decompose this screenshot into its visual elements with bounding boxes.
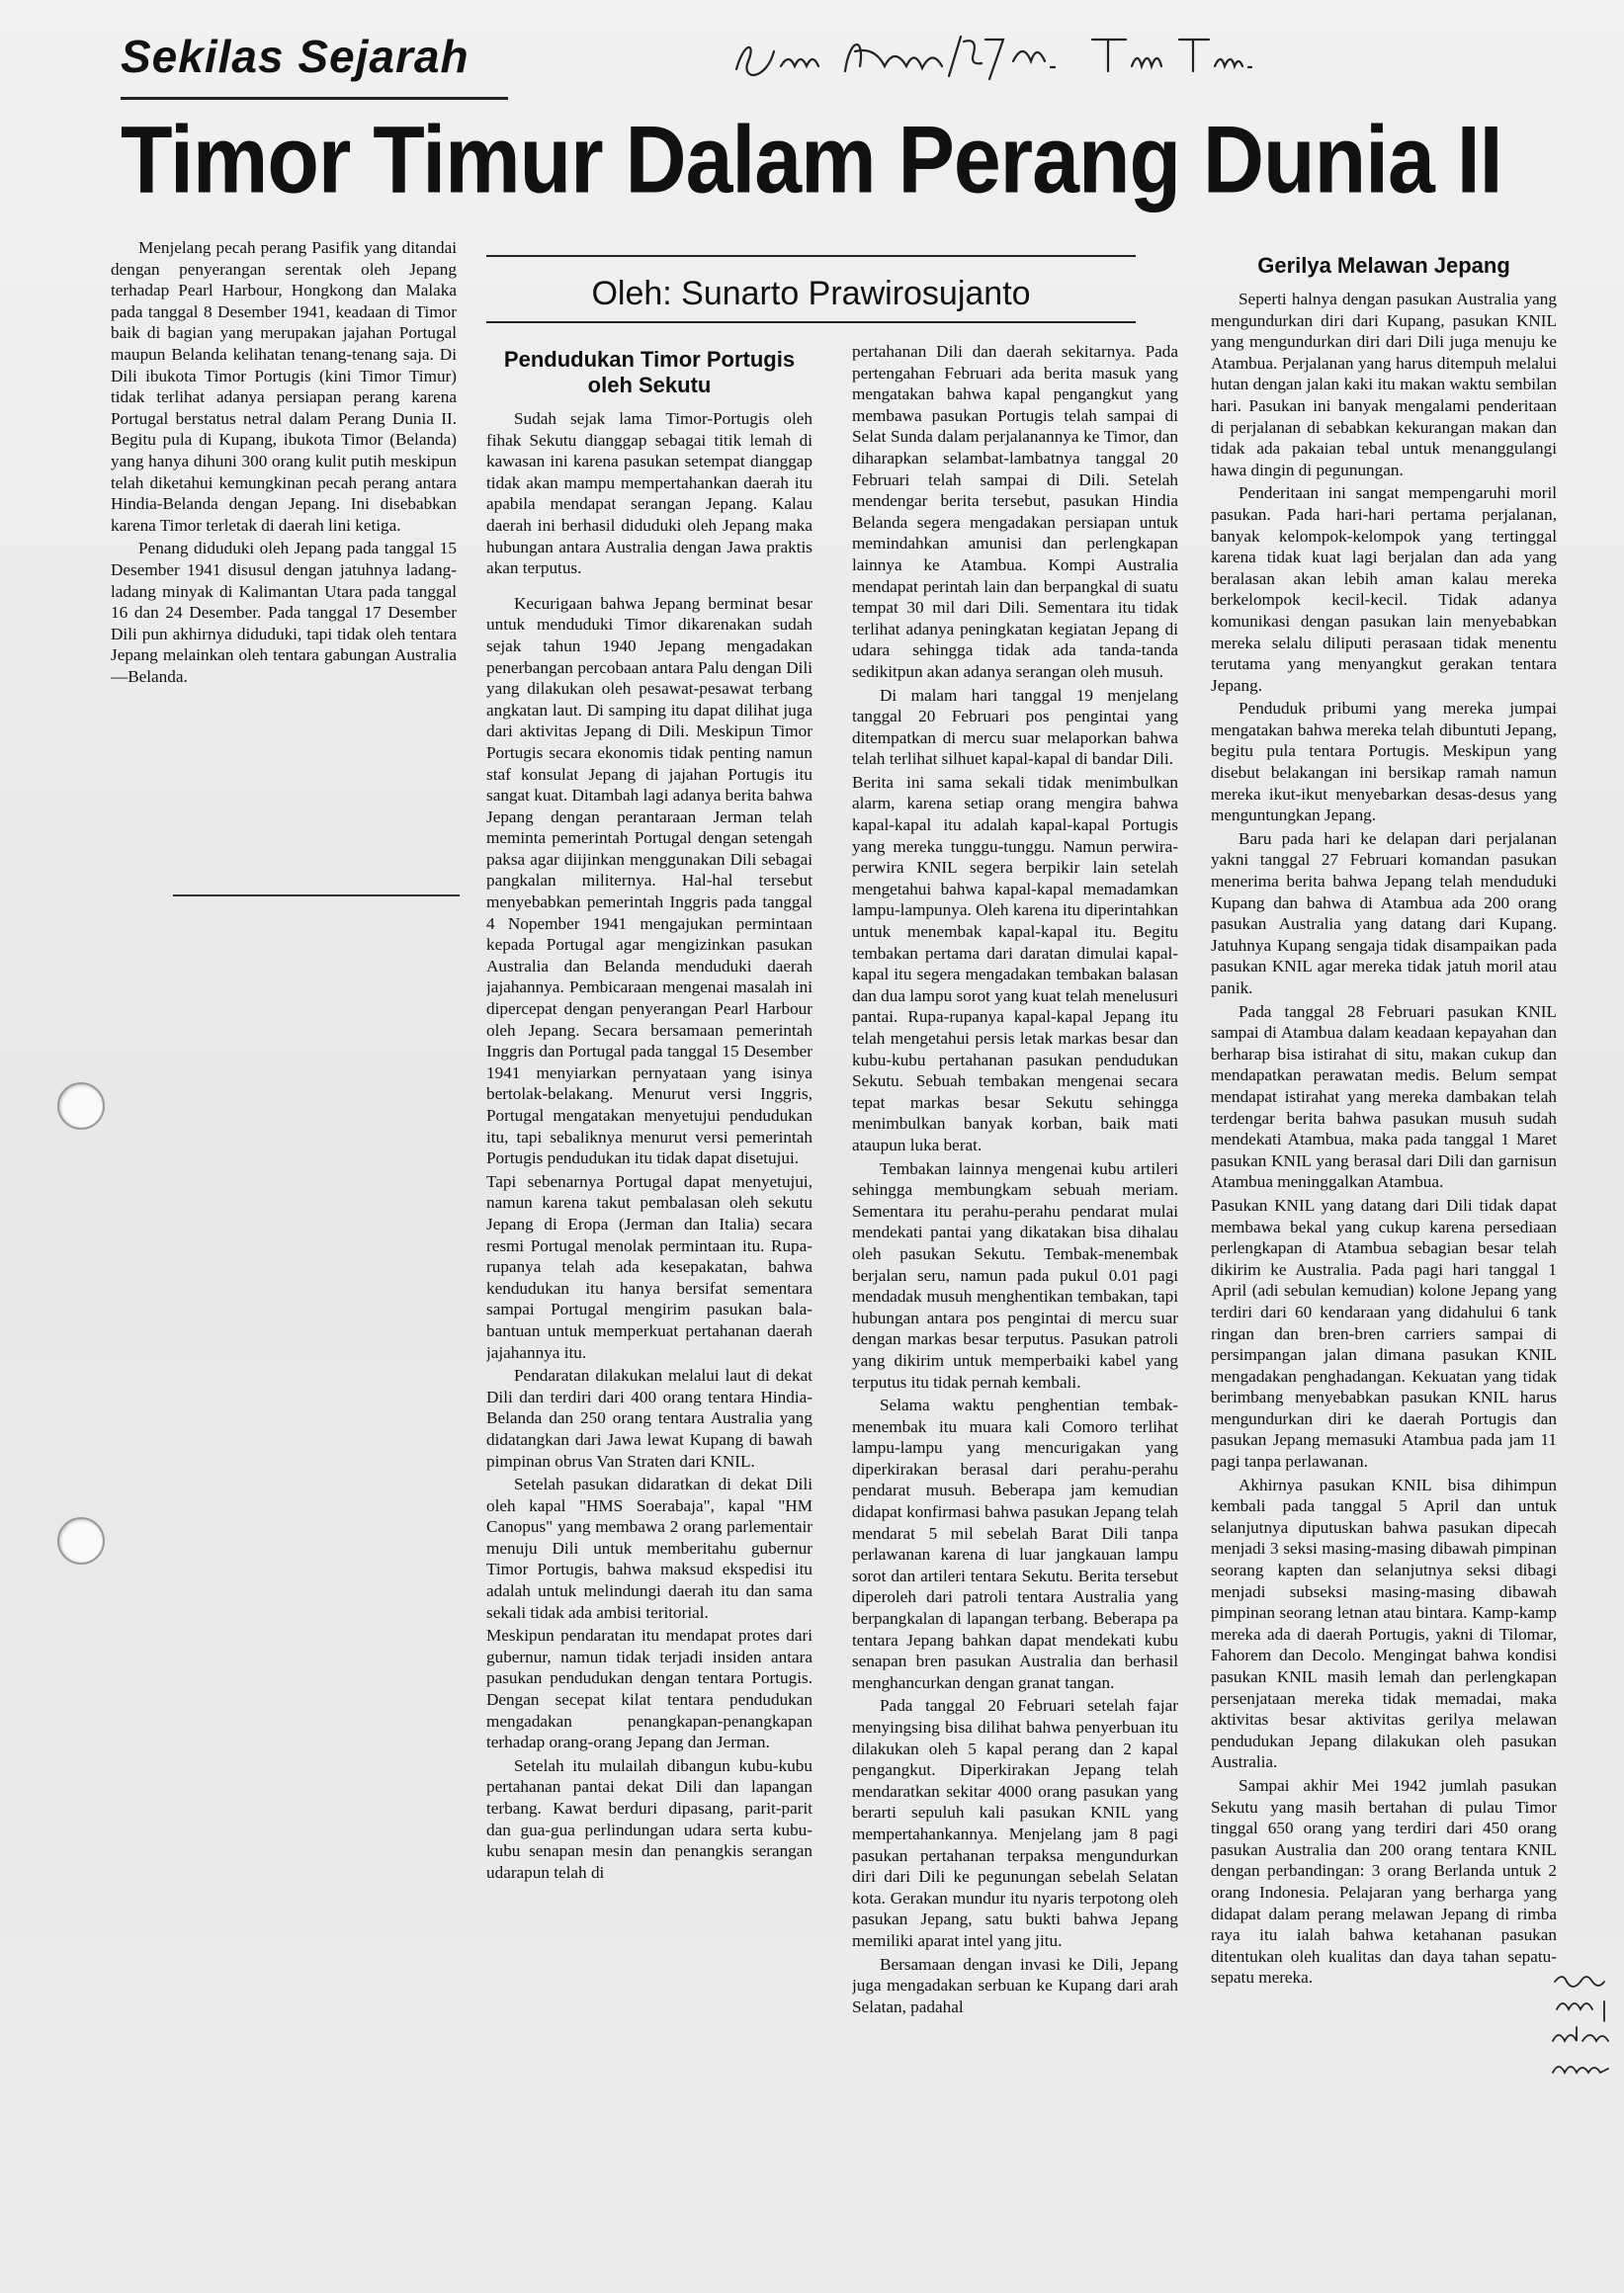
col4-paragraph: Baru pada hari ke delapan dari perjalanan yakni tanggal 27 Februari komandan pasukan menerima berita bahwa Jepang telah menduduki Kupang dan bahwa di Atambua ada 200 orang pasukan Australia yang datang dari Kupang. Jatuhnya Kupang sengaja tidak disampaikan pada pasukan KNIL agar mereka tidak jatuh moril atau panik. — [1211, 828, 1557, 997]
svg-text:Suara Karya 17/7/80. Tim Tim.: Suara Karya 17/7/80. Tim Tim. — [727, 89, 739, 90]
handwritten-margin-note — [1547, 1962, 1616, 2100]
column-1 — [111, 237, 457, 890]
column-3 — [852, 341, 1178, 2273]
col2-paragraph: Meskipun pendaratan itu mendapat protes dari gubernur, namun tidak terjadi insiden antara pasukan pendudukan dengan tentara Portugis. Dengan secepat kilat tentara pendudukan mengadakan penangkapan-penangkapan terhadap orang-orang Jepang dan Jerman. — [486, 1626, 812, 1752]
handwritten-note — [727, 22, 1260, 91]
col4-paragraph: Pada tanggal 28 Februari pasukan KNIL sampai di Atambua dalam keadaan kepayahan dan berharap bisa istirahat di situ, makan cukup dan mendapatkan perawatan medis. Belum sempat mendapat istirahat yang mereka dambakan telah terdengar berita bahwa pasukan musuh sudah mendekati Atambua, maka pada tanggal 1 Maret pasukan KNIL yang berasal dari Dili dan garnisun Atambua meninggalkan Atambua. — [1211, 1001, 1557, 1192]
byline: Oleh: Sunarto Prawirosujanto — [591, 275, 1031, 312]
col4-paragraph: Sampai akhir Mei 1942 jumlah pasukan Sekutu yang masih bertahan di pulau Timor tinggal 650 orang yang terdiri dari 450 orang pasukan Australia dan 200 orang tentara KNIL dengan perbandingan: 3 orang Berlanda untuk 2 orang Indonesia. Pelajaran yang berharga yang didapat dalam perang melawan Jepang di rimba raya itu ialah bahwa ketahanan pasukan ditentukan oleh kualitas dan daya tahan sepatu-sepatu mereka. — [1211, 1775, 1557, 1988]
headline: Timor Timur Dalam Perang Dunia II — [121, 107, 1502, 213]
section-rubric: Sekilas Sejarah — [121, 31, 470, 82]
col2-paragraph: Tapi sebenarnya Portugal dapat menyetujui, namun karena takut pembalasan oleh sekutu Jepang di Eropa (Jerman dan Italia) secara resmi Portugal menolak permintaan itu. Rupa-rupanya telah ada kesepakatan, bahwa kendudukan itu hanya bersifat sementara sampai Portugal mengirim pasukan bala-bantuan untuk memperkuat pertahanan daerah jajahannya itu. — [486, 1171, 812, 1362]
col1-paragraph: Menjelang pecah perang Pasifik yang ditandai dengan penyerangan serentak oleh Jepang terhadap Pearl Harbour, Hongkong dan Malaka pada tanggal 8 Desember 1941, keadaan di Timor baik di bagian yang merupakan jajahan Portugal maupun Belanda kelihatan tenang-tenang saja. Di Dili ibukota Timor Portugis (kini Timor Timur) tidak terlihat adanya persiapan perang karena Portugal berstatus netral dalam Perang Dunia II. Begitu pula di Kupang, ibukota Timor (Belanda) yang hanya dihuni 300 orang kulit putih meskipun telah diketahui kemungkinan pecah perang antara Hindia-Belanda dengan Jepang. Ini disebabkan karena Timor terletak di daerah lini ketiga. — [111, 238, 457, 535]
col3-paragraph: Berita ini sama sekali tidak menimbulkan alarm, karena setiap orang mengira bahwa kapal-kapal itu adalah kapal-kapal Portugis yang mereka tunggu-tunggu. Namun perwira-perwira KNIL segera berpikir lain setelah mengetahui bahwa kapal-kapal memadamkan lampu-lampunya. Oleh karena itu diperintahkan untuk menembak kapal-kapal itu. Begitu tembakan pertama dari daratan dimulai kapal-kapal itu segera mengadakan tembakan balasan dan dua lampu sorot yang kuat telah menelusuri pantai. Rupa-rupanya kapal-kapal Jepang itu telah mengetahui persis letak markas besar dan kubu-kubu pertahanan pasukan pendudukan Sekutu. Sebuah tembakan mengenai secara tepat markas besar Sekutu sehingga menimbulkan banyak korban, baik mati ataupun luka berat. — [852, 772, 1178, 1154]
col4-paragraph: Akhirnya pasukan KNIL bisa dihimpun kembali pada tanggal 5 April dan untuk selanjutnya diputuskan bahwa pasukan dipecah menjadi 3 seksi masing-masing dibawah pimpinan seorang kapten dan selanjutnya seksi dibagi menjadi subseksi masing-masing dibawah pimpinan seorang letnan atau bintara. Kamp-kamp mereka ada di daerah Portugis, yakni di Tilomar, Fahorem dan Decolo. Mengingat bahwa kondisi pasukan KNIL masih lemah dan perlengkapan persenjataan mereka tidak memadai, maka aktivitas besar aktivitas gerilya melawan pendudukan Jepang dilakukan oleh pasukan Australia. — [1211, 1475, 1557, 1772]
col2-paragraph: Pendaratan dilakukan melalui laut di dekat Dili dan terdiri dari 400 orang tentara Hindia-Belanda dan 250 orang tentara Australia yang didatangkan dari Jawa lewat Kupang di bawah pimpinan obrus Van Straten dari KNIL. — [486, 1366, 812, 1471]
subheading-pendudukan: Pendudukan Timor Portugis oleh Sekutu — [503, 347, 796, 397]
col4-paragraph: Penderitaan ini sangat mempengaruhi moril pasukan. Pada hari-hari pertama perjalanan, banyak kelompok-kelompok yang tertinggal karena tidak kuat lagi berjalan dan ada yang beralasan akan lebih aman kalau mereka berkelompok kecil-kecil. Tidak adanya komunikasi dengan pasukan lain menyebabkan mereka selalu diliputi perasaan tidak menentu terutama yang menyangkut gerakan tentara Jepang. — [1211, 483, 1557, 695]
rubric-underline — [121, 97, 508, 100]
col1-paragraph: Penang diduduki oleh Jepang pada tanggal 15 Desember 1941 disusul dengan jatuhnya ladang-ladang minyak di Kalimantan Utara pada tanggal 16 dan 24 Desember. Pada tanggal 17 Desember Dili pun akhirnya diduduki, tapi tidak oleh tentara Jepang melainkan oleh tentara gabungan Australia—Belanda. — [111, 539, 457, 686]
punch-hole-upper — [57, 1082, 105, 1130]
col3-paragraph: pertahanan Dili dan daerah sekitarnya. Pada pertengahan Februari ada berita masuk yang mengatakan bahwa kapal pengangkut yang membawa pasukan Portugis telah sampai di Selat Sunda dalam perjalanannya ke Timor, dan diharapkan selambat-lambatnya tanggal 20 Februari telah sampai di Dili. Setelah mendengar berita tersebut, pasukan Hindia Belanda segera mengadakan persiapan untuk memindahkan amunisi dan perlengkapan lainnya ke Atambua. Kompi Australia mendapat perintah lain dan berpangkal di suatu tempat 30 mil dari Dili. Sementara itu tidak terlihat adanya peningkatan kegiatan Jepang di udara sehingga tidak ada tanda-tanda sedikitpun akan adanya serangan oleh musuh. — [852, 342, 1178, 681]
svg-text:sebagian melawan: sebagian melawan — [1547, 2098, 1555, 2099]
col3-paragraph: Bersamaan dengan invasi ke Dili, Jepang juga mengadakan serbuan ke Kupang dari arah Selatan, padahal — [852, 1954, 1178, 2016]
col2-paragraph: Sudah sejak lama Timor-Portugis oleh fihak Sekutu dianggap sebagai titik lemah di kawasan ini karena pasukan setempat dianggap tidak akan mampu mempertahankan daerah itu apabila mendapat serangan Jepang. Kalau daerah ini berhasil diduduki oleh Jepang maka hubungan antara Australia dengan Jawa praktis akan terputus. — [486, 409, 812, 578]
col3-paragraph: Selama waktu penghentian tembak-menembak itu muara kali Comoro terlihat lampu-lampu yang mencurigakan yang diperkirakan berasal dari perahu-perahu pendarat musuh. Beberapa jam kemudian didapat konfirmasi bahwa pasukan Jepang telah mendarat 5 mil sebelah Barat Dili tanpa perlawanan karena di luar jangkauan lampu sorot dan artileri tentara Sekutu. Berita tersebut diperoleh dari patroli tentara Australia yang berpangkalan di lapangan terbang. Beberapa pa tentara Jepang bahkan dapat mendekati kubu senapan bren pasukan Australia dan berhasil menghancurkan dengan granat tangan. — [852, 1396, 1178, 1692]
subheading-gerilya: Gerilya Melawan Jepang — [1257, 253, 1510, 278]
byline-rule-bottom — [486, 321, 1136, 323]
punch-hole-lower — [57, 1517, 105, 1565]
col2-paragraph: Kecurigaan bahwa Jepang berminat besar untuk menduduki Timor dikarenakan sudah sejak tahun 1940 Jepang mengadakan penerbangan percobaan antara Palu dengan Dili yang dilakukan oleh pesawat-pesawat terbang angkatan laut. Di samping itu dapat dilihat juga dari aktivitas Jepang di Dili. Meskipun Timor Portugis secara ekonomis tidak penting namun staf konsulat Jepang di jajahan Portugis itu sangat kuat. Ditambah lagi adanya berita bahwa Jepang dengan perantaraan Jerman telah meminta pemerintah Portugal dengan setengah paksa agar diijinkan menggunakan Dili sebagai pangkalan militernya. Hal-hal tersebut menyebabkan pemerintah Inggris pada tanggal 4 Nopember 1941 mengajukan permintaan kepada Portugal agar mengizinkan pasukan Australia dan Belanda menduduki daerah jajahannya. Pembicaraan mengenai masalah ini dipercepat dengan penyerangan Pearl Harbour oleh Jepang. Secara bersamaan pemerintah Inggris dan Portugal pada tanggal 15 Desember 1941 menyiarkan pernyataan yang isinya bertolak-belakang. Menurut versi Inggris, Portugal mengatakan menyetujui pendudukan itu, tapi sebaliknya menurut versi pemerintah Portugis pendudukan itu tidak dapat disetujui. — [486, 593, 812, 1168]
column-4 — [1211, 247, 1557, 2273]
col4-paragraph: Seperti halnya dengan pasukan Australia yang mengundurkan diri dari Kupang, pasukan KNIL yang mengundurkan diri dari Dili juga menuju ke Atambua. Perjalanan yang harus ditempuh melalui hutan dengan jalan kaki itu makan waktu sembilan hari. Pasukan ini banyak mengalami penderitaan di perjalanan di sebabkan kekurangan makan dan tidak ada pakaian tebal untuk menanggulangi hawa dingin di pegunungan. — [1211, 290, 1557, 479]
col3-paragraph: Di malam hari tanggal 19 menjelang tanggal 20 Februari pos pengintai yang ditempatkan di mercu suar melaporkan bahwa telah terlihat silhuet kapal-kapal di bandar Dili. — [852, 685, 1178, 769]
col4-paragraph: Penduduk pribumi yang mereka jumpai mengatakan bahwa mereka telah dibuntuti Jepang, begitu pula tentara Portugis. Meskipun yang disebut belakangan ini bersikap ramah namun mereka ikut-ikut menyebarkan desas-desus yang menguntungkan Jepang. — [1211, 699, 1557, 825]
col3-paragraph: Pada tanggal 20 Februari setelah fajar menyingsing bisa dilihat bahwa penyerbuan itu dilakukan oleh 5 kapal perang dan 2 kapal pengangkut. Diperkirakan Jepang telah mendaratkan sekitar 4000 orang pasukan yang berarti sepuluh kali pasukan KNIL yang mempertahankannya. Menjelang jam 8 pagi pasukan pertahanan terpaksa mengundurkan diri dari Dili ke pegunungan sebelah Selatan kota. Gerakan mundur itu nyaris terpotong oleh pasukan Jepang, satu bukti bahwa Jepang memiliki aparat intel yang jitu. — [852, 1696, 1178, 1950]
col3-paragraph: Tembakan lainnya mengenai kubu artileri sehingga membungkam sebuah meriam. Sementara itu perahu-perahu pendarat mulai mendekati pantai yang dikatakan bisa dihalau oleh pasukan Sekutu. Tembak-menembak berjalan seru, namun pada pukul 0.01 pagi mendadak musuh menghentikan tembakan, tapi hubungan antara pos pengintai di mercu suar dengan markas besar terputus. Pasukan patroli yang dikirim untuk memperbaiki kabel yang terputus itu tidak pernah kembali. — [852, 1158, 1178, 1392]
col4-paragraph: Pasukan KNIL yang datang dari Dili tidak dapat membawa bekal yang cukup karena persediaan perlengkapan di Atambua sebagian besar telah dikirim ke Australia. Pada pagi hari tanggal 1 April (adi sebulan kemudian) kolone Jepang yang terdiri dari 60 kendaraan yang didahului 6 tank ringan dan bren-bren carriers sampai di persimpangan jalan dimana pasukan KNIL mengadakan penghadangan. Kekuatan yang tidak berimbang menyebabkan pasukan KNIL harus mengundurkan diri ke daerah Portugis dan pasukan Jepang memasuki Atambua pada jam 11 pagi tanpa perlawanan. — [1211, 1195, 1557, 1472]
column-1-end-rule — [173, 894, 460, 896]
col2-paragraph: Setelah itu mulailah dibangun kubu-kubu pertahanan pantai dekat Dili dan lapangan terbang. Kawat berduri dipasang, parit-parit dan gua-gua perlindungan udara serta kubu-kubu senapan mesin dan penangkis serangan udarapun telah di — [486, 1755, 812, 1882]
column-2 — [486, 341, 812, 2273]
byline-rule-top — [486, 255, 1136, 257]
col2-paragraph: Setelah pasukan didaratkan di dekat Dili oleh kapal "HMS Soerabaja", kapal "HM Canopus" yang membawa 2 orang parlementair menuju Dili untuk memberitahu gubernur Timor Portugis, bahwa maksud ekspedisi itu adalah untuk melindungi daerah itu dan sama sekali tidak ada ambisi teritorial. — [486, 1475, 812, 1622]
